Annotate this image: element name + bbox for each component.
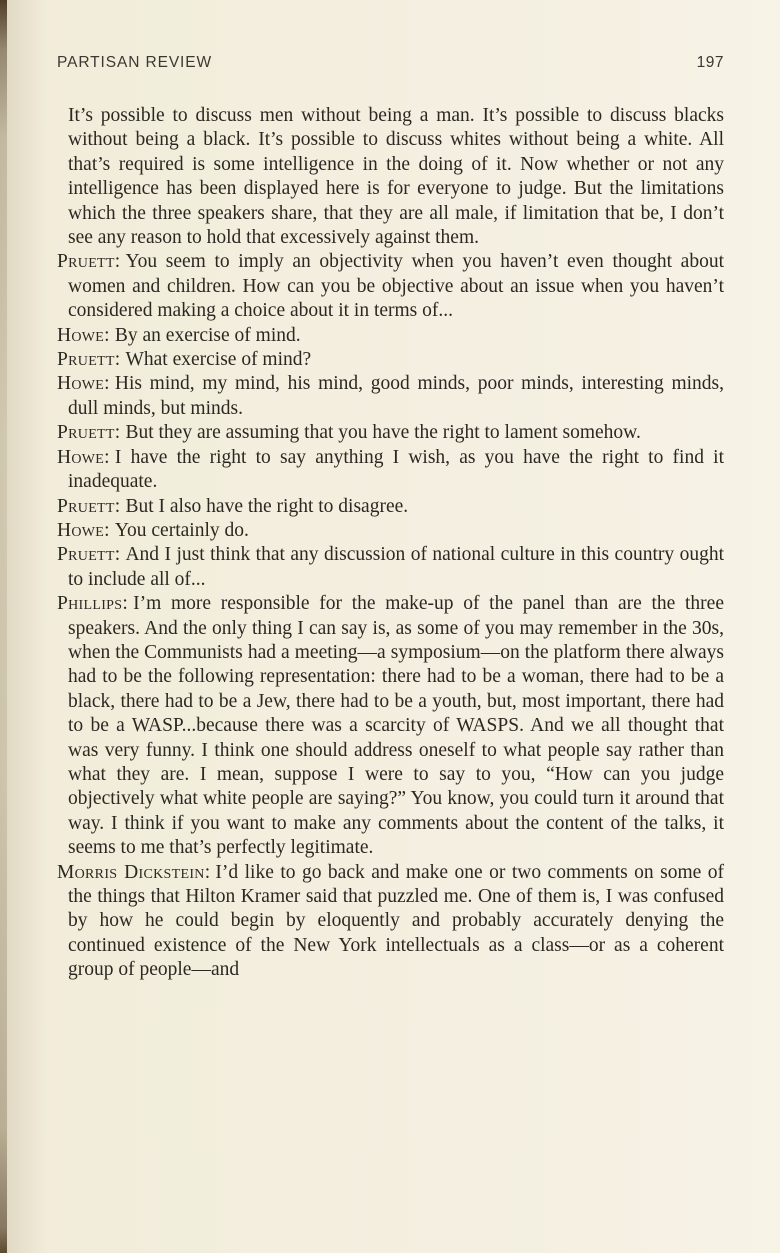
speaker-label: Pruett: bbox=[57, 422, 121, 444]
speaker-label: Morris Dickstein: bbox=[57, 861, 211, 883]
dialogue-paragraph bbox=[57, 861, 724, 983]
dialogue-paragraph bbox=[57, 421, 724, 445]
speaker-label: Pruett: bbox=[57, 251, 121, 273]
paragraph-text: It’s possible to discuss men without being a man. It’s possible to discuss blacks without being a black. It’s possible to discuss whites without being a white. All that’s required is some intelligence in the doing of it. Now whether or not any intelligence has been displayed here is for everyone to judge. But the limitations which the three speakers share, that they are all male, if limitation that be, I don’t see any reason to hold that excessively against them. bbox=[68, 105, 724, 249]
paragraph-text: I’m more responsible for the make-up of the panel than are the three speakers. And the only thing I can say is, as some of you may remember in the 30s, when the Communists had a meeting—a symposium—on the platform there always had to be the following representation: there had to be a woman, there had to be a black, there had to be a Jew, there had to be a youth, but, most important, there had to be a WASP...because there was a scarcity of WASPS. And we all thought that was very funny. I think one should address oneself to what people say rather than what they are. I mean, suppose I were to say to you, “How can you judge objectively what white people are saying?” You know, you could turn it around that way. I think if you want to make any comments about the content of the talks, it seems to me that’s perfectly legitimate. bbox=[68, 593, 724, 859]
speaker-label: Pruett: bbox=[57, 349, 121, 371]
speaker-label: Howe: bbox=[57, 446, 110, 468]
paragraph-continuation bbox=[57, 104, 724, 250]
dialogue-paragraph bbox=[57, 324, 724, 348]
book-edge-shadow bbox=[0, 0, 7, 1253]
paragraph-text: You seem to imply an objectivity when you haven’t even thought about women and children. How can you be objective about an issue when you haven’t considered making a choice about it in terms of... bbox=[68, 251, 724, 322]
paragraph-text: His mind, my mind, his mind, good minds, poor minds, interesting minds, dull minds, but minds. bbox=[68, 373, 724, 419]
paragraph-text: I’d like to go back and make one or two comments on some of the things that Hilton Kramer said that puzzled me. One of them is, I was confused by how he could begin by eloquently and probably accurately denying the continued existence of the New York intellectuals as a class—or as a coherent group of people—and bbox=[68, 861, 725, 981]
dialogue-paragraph bbox=[57, 250, 724, 323]
paragraph-text: And I just think that any discussion of national culture in this country ought to include all of... bbox=[68, 544, 724, 590]
paragraph-text: I have the right to say anything I wish, as you have the right to find it inadequate. bbox=[68, 446, 724, 493]
paragraph-text: What exercise of mind? bbox=[125, 349, 312, 371]
dialogue-paragraph bbox=[57, 372, 724, 421]
paragraph-text: But I also have the right to disagree. bbox=[125, 495, 409, 517]
speaker-label: Howe: bbox=[57, 519, 110, 541]
speaker-label: Phillips: bbox=[57, 593, 129, 615]
paragraph-text: By an exercise of mind. bbox=[114, 324, 301, 346]
speaker-label: Howe: bbox=[57, 373, 110, 395]
text-column bbox=[57, 104, 724, 983]
dialogue-paragraph bbox=[57, 543, 724, 592]
gutter-shadow bbox=[0, 0, 48, 1253]
journal-title: PARTISAN REVIEW bbox=[57, 54, 213, 71]
dialogue-paragraph bbox=[57, 592, 724, 860]
paragraph-text: You certainly do. bbox=[114, 519, 249, 541]
speaker-label: Pruett: bbox=[57, 495, 121, 517]
dialogue-paragraph bbox=[57, 495, 724, 519]
page-number: 197 bbox=[696, 54, 724, 71]
dialogue-paragraph bbox=[57, 348, 724, 372]
running-head bbox=[57, 54, 724, 72]
dialogue-paragraph bbox=[57, 446, 724, 495]
speaker-label: Howe: bbox=[57, 324, 110, 346]
paragraph-text: But they are assuming that you have the right to lament somehow. bbox=[125, 422, 641, 444]
dialogue-paragraph bbox=[57, 519, 724, 543]
speaker-label: Pruett: bbox=[57, 544, 121, 566]
